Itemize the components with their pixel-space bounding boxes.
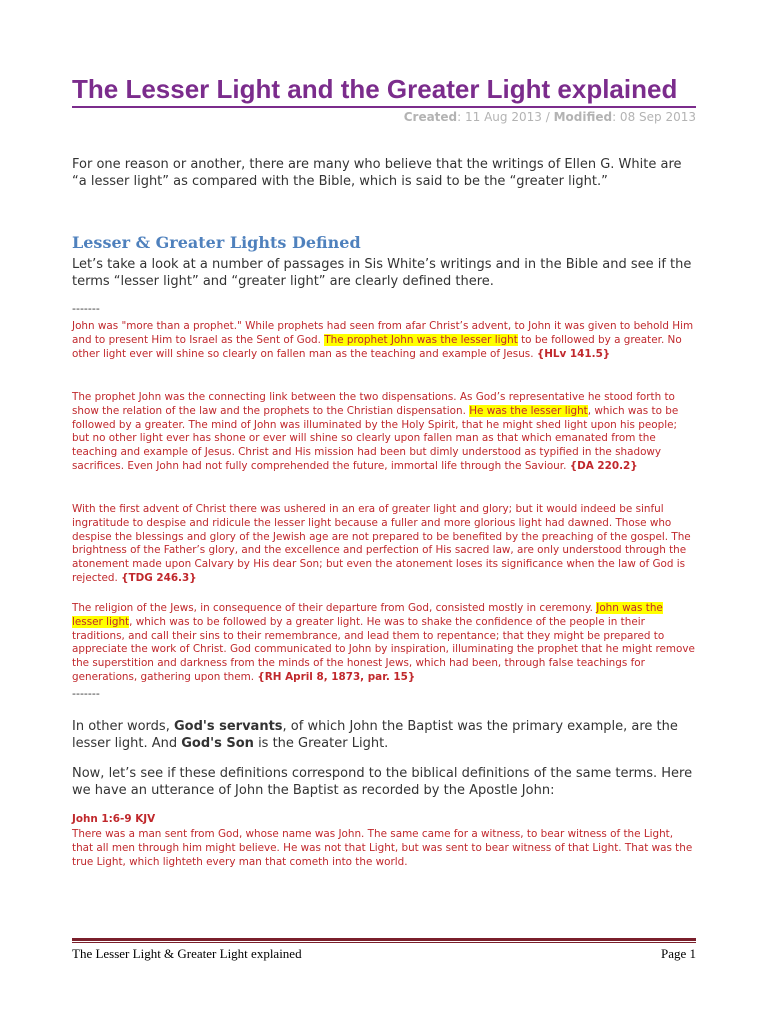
summary-text: is the Greater Light. — [253, 736, 389, 751]
modified-date: : 08 Sep 2013 — [612, 110, 696, 124]
summary-text: In other words, — [72, 719, 174, 734]
summary-text: , of which John the Baptist was the primary example, are the lesser light. And — [72, 719, 678, 751]
quote-hlv — [72, 320, 696, 361]
quote-text: , which was to be followed by a greater light. He was to shake the confidence of the people in their traditions, and call their sins to their remembrance, and lead them to repentance; that they might be prepared to appreciate the work of Christ. God communicated to John by inspiration, illuminating the prophet that he might remove the superstition and darkness from the minds of the honest Jews, which had been, through false teachings for generations, gathering upon them. — [72, 615, 695, 683]
summary-bold: God's Son — [181, 736, 254, 751]
quote-text: , which was to be followed by a greater. The mind of John was illuminated by the Holy Spirit, that he might shed light upon his people; but no other light ever has shone or ever will shine so clearly upon fallen man as that which emanated from the teaching and example of Jesus. Christ and His mission had been but dimly understood as typified in the shadowy sacrifices. Even John had not fully comprehended the future, immortal life through the Saviour. — [72, 404, 679, 472]
created-label: Created — [403, 110, 458, 124]
intro-paragraph: For one reason or another, there are many who believe that the writings of Ellen G. White are “a lesser light” as compared with the Bible, which is said to be the “greater light.” — [72, 157, 682, 189]
section-heading: Lesser & Greater Lights Defined — [72, 233, 361, 252]
quote-text: With the first advent of Christ there was ushered in an era of greater light and glory; but it would indeed be sinful ingratitude to despise and ridicule the lesser light because a fuller and more glorious light had dawned. Those who despise the blessings and glory of the Jewish age are not prepared to be benefited by the preaching of the gospel. The brightness of the Father’s glory, and the excellence and perfection of His sacred law, are only understood through the atonement made upon Calvary by His dear Son; but even the atonement loses its significance when the law of God is rejected. — [72, 503, 691, 584]
scripture-text: There was a man sent from God, whose name was John. The same came for a witness, to bear witness of the Light, that all men through him might believe. He was not that Light, but was sent to bear witness of that Light. That was the true Light, which lighteth every man that cometh into the world. — [72, 828, 693, 868]
document-dates — [404, 110, 696, 124]
quote-highlight: The prophet John was the lesser light — [324, 333, 518, 346]
quote-da — [72, 391, 696, 474]
quote-text: The prophet John was the connecting link between the two dispensations. As God’s representative he stood forth to show the relation of the law and the prophets to the Christian dispensation. — [72, 391, 675, 417]
quote-reference: {RH April 8, 1873, par. 15} — [257, 670, 416, 683]
quote-reference: {DA 220.2} — [569, 459, 638, 472]
quote-reference: {HLv 141.5} — [536, 347, 611, 360]
footer-rule-thin — [72, 942, 696, 943]
quote-text: John was "more than a prophet." While prophets had seen from afar Christ’s advent, to John it was given to behold Him and to present Him to Israel as the Sent of God. — [72, 320, 694, 346]
footer-rule — [72, 938, 696, 941]
separator-top: ------- — [72, 302, 100, 315]
quote-highlight: He was the lesser light — [469, 404, 588, 417]
page-title: The Lesser Light and the Greater Light explained — [72, 74, 678, 104]
transition-paragraph: Now, let’s see if these definitions correspond to the biblical definitions of the same terms. Here we have an utterance of John the Baptist as recorded by the Apostle John: — [72, 766, 693, 798]
title-underline — [72, 106, 696, 108]
quote-rh — [72, 602, 696, 685]
summary-bold: God's servants — [173, 719, 283, 734]
summary-paragraph — [72, 718, 696, 752]
quote-reference: {TDG 246.3} — [121, 571, 197, 584]
created-date: : 11 Aug 2013 / — [457, 110, 554, 124]
page-number: Page 1 — [660, 946, 696, 961]
quote-tdg — [72, 503, 696, 586]
quote-text: to be followed by a greater. No other light ever will shine so clearly on fallen man as the teaching and example of Jesus. — [72, 333, 682, 360]
quote-highlight: John was the lesser light — [72, 602, 663, 628]
modified-label: Modified — [553, 110, 613, 124]
separator-bottom: ------- — [72, 687, 100, 700]
quote-text: The religion of the Jews, in consequence of their departure from God, consisted mostly in ceremony. — [72, 602, 597, 614]
section-intro-paragraph: Let’s take a look at a number of passages in Sis White’s writings and in the Bible and see if the terms “lesser light” and “greater light” are clearly defined there. — [72, 257, 692, 289]
footer-title: The Lesser Light & Greater Light explained — [72, 946, 302, 961]
scripture-reference: John 1:6-9 KJV — [72, 813, 156, 825]
